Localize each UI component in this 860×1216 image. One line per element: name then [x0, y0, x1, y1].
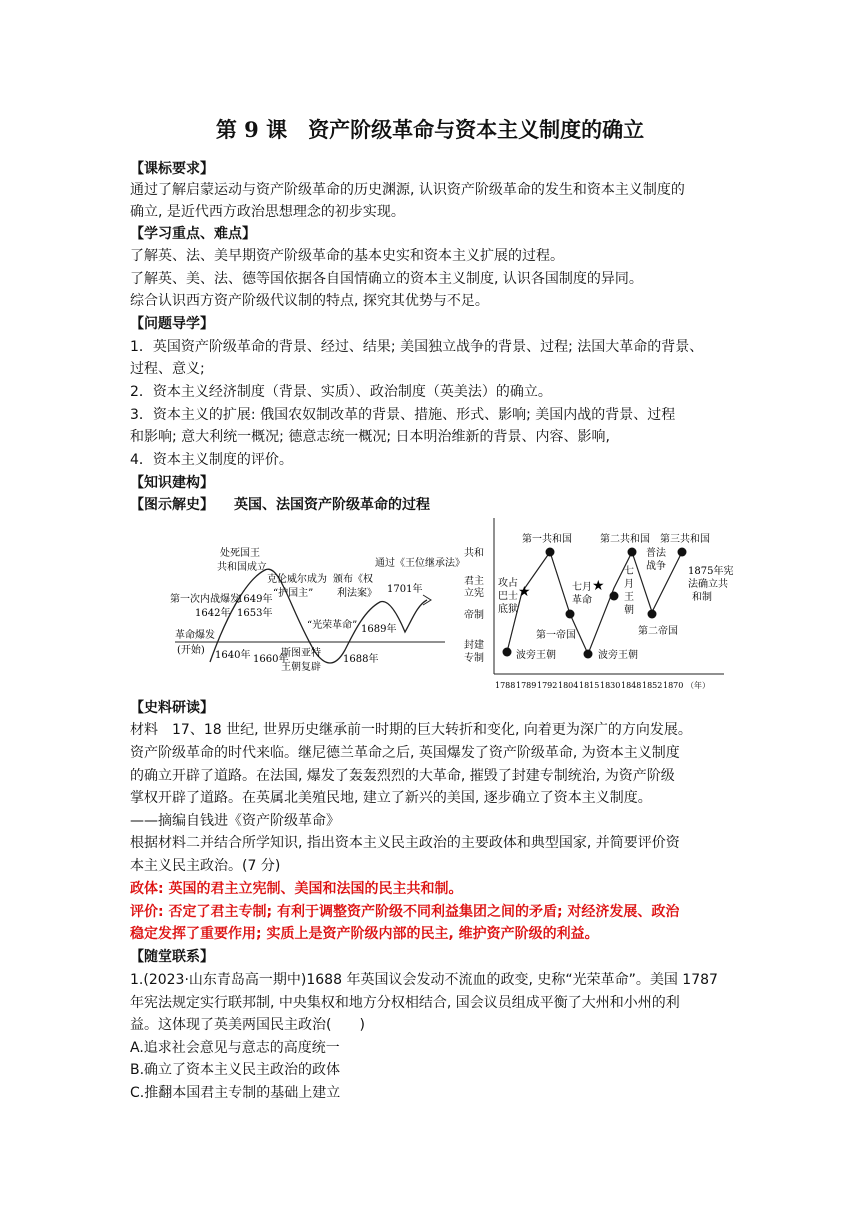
text-line: 1．英国资产阶级革命的背景、经过、结果; 美国独立战争的背景、过程; 法国大革命的背景、: [130, 339, 704, 355]
text-line: 过程、意义;: [130, 361, 205, 377]
section-heading: 【问题导学】: [130, 316, 214, 332]
section-heading: 【课标要求】: [130, 161, 214, 177]
label: “光荣革命”: [307, 620, 358, 631]
text-line: 的确立开辟了道路。在法国, 爆发了轰轰烈烈的大革命, 摧毁了封建专制统治, 为资产阶级: [130, 768, 675, 784]
text-line: 3．资本主义的扩展: 俄国农奴制改革的背景、措施、形式、影响; 美国内战的背景、过程: [130, 407, 676, 423]
x-tick: 1852: [642, 681, 663, 690]
section-heading: 【随堂联系】: [130, 949, 214, 965]
option-c: C.推翻本国君主专制的基础上建立: [130, 1085, 341, 1101]
y-label: 封建: [464, 640, 484, 651]
england-revolution-diagram: [165, 540, 465, 680]
option-a: A.追求社会意见与意志的高度统一: [130, 1040, 340, 1056]
label: 1875年宪: [688, 566, 734, 577]
x-tick: 1789: [516, 681, 537, 690]
answer-line: 稳定发挥了重要作用; 实质上是资产阶级内部的民主, 维护资产阶级的利益。: [130, 926, 599, 942]
label: 战争: [646, 561, 666, 572]
point-july-monarchy: [610, 592, 619, 601]
label: 七月: [572, 582, 592, 593]
y-label: 君主: [464, 576, 484, 587]
text-line: 根据材料二并结合所学知识, 指出资本主义民主政治的主要政体和典型国家, 并简要评价资: [130, 835, 680, 851]
label: 第一帝国: [536, 630, 576, 641]
label: 攻占: [498, 578, 518, 589]
label: 月: [624, 579, 634, 590]
question-line: 1.(2023·山东青岛高一期中)1688 年英国议会发动不流血的政变, 史称“光荣革命”。美国 1787: [130, 972, 718, 988]
label: 通过《王位继承法》: [375, 558, 465, 569]
section-heading: 【史料研读】: [130, 700, 214, 716]
text-line: 确立, 是近代西方政治思想理念的初步实现。: [130, 204, 405, 220]
text-line: 了解英、法、美早期资产阶级革命的基本史实和资本主义扩展的过程。: [130, 248, 564, 264]
point-first-empire: [566, 610, 575, 619]
section-heading: 【知识建构】: [130, 475, 214, 491]
label: 巴士: [498, 591, 518, 602]
x-tick: 1870: [663, 681, 684, 690]
text-line: 2．资本主义经济制度（背景、实质）、政治制度（英美法）的确立。: [130, 384, 552, 400]
text-line: 4．资本主义制度的评价。: [130, 452, 293, 468]
label: 克伦威尔成为: [267, 574, 327, 585]
x-tick: 1830: [600, 681, 621, 690]
label: 底狱: [498, 604, 518, 615]
x-tick: 1792: [537, 681, 558, 690]
label: 革命爆发: [175, 630, 215, 641]
star-july-revolution: ★: [592, 578, 605, 594]
label: 1701年: [387, 584, 423, 595]
tushi-heading: 【图示解史】: [130, 497, 214, 513]
point-first-republic: [546, 548, 555, 557]
label: 七: [624, 566, 634, 577]
label: 共和国成立: [217, 562, 267, 573]
answer-line: 政体: 英国的君主立宪制、美国和法国的民主共和制。: [130, 881, 463, 897]
label: 第一共和国: [522, 534, 572, 545]
text-line: 材料 17、18 世纪, 世界历史继承前一时期的巨大转折和变化, 向着更为深广的方向发展。: [130, 722, 692, 738]
question-line: 益。这体现了英美两国民主政治( ): [130, 1017, 365, 1033]
label: 法确立共: [688, 579, 728, 590]
y-label: 立宪: [464, 588, 484, 599]
label: 普法: [646, 548, 666, 559]
point-second-empire: [648, 610, 657, 619]
label: 和制: [692, 592, 712, 603]
label: 1660年: [253, 654, 289, 665]
question-line: 年宪法规定实行联邦制, 中央集权和地方分权相结合, 国会议员组成平衡了大州和小州的利: [130, 995, 680, 1011]
label: 朝: [624, 605, 634, 616]
section-heading: 【学习重点、难点】: [130, 226, 256, 242]
x-tick: 1804: [558, 681, 579, 690]
label: 波旁王朝: [598, 650, 638, 661]
text-line: 本主义民主政治。(7 分): [130, 858, 281, 874]
point-bourbon-restoration: [584, 650, 593, 659]
x-tick: 1815: [579, 681, 600, 690]
y-label: 帝制: [464, 610, 484, 621]
star-bastille: ★: [518, 584, 531, 600]
y-label: 专制: [464, 653, 484, 664]
text-line: 和影响; 意大利统一概况; 德意志统一概况; 日本明治维新的背景、内容、影响,: [130, 429, 610, 445]
label: 斯图亚特: [281, 648, 321, 659]
x-tick: （年）: [686, 681, 710, 690]
label: 波旁王朝: [516, 650, 556, 661]
label: 处死国王: [220, 548, 260, 559]
france-revolution-diagram: [462, 516, 732, 694]
label: 革命: [572, 595, 592, 606]
label: 1688年: [343, 654, 379, 665]
point-second-republic: [628, 548, 637, 557]
label: 1653年: [237, 608, 273, 619]
label: 1689年: [361, 624, 397, 635]
text-line: 通过了解启蒙运动与资产阶级革命的历史渊源, 认识资产阶级革命的发生和资本主义制度的: [130, 182, 685, 198]
text-line: 掌权开辟了道路。在英属北美殖民地, 建立了新兴的美国, 逐步确立了资本主义制度。: [130, 790, 652, 806]
y-label: 共和: [464, 548, 484, 559]
label: 第一次内战爆发: [170, 594, 240, 605]
point-third-republic: [678, 548, 687, 557]
label: “护国主”: [273, 588, 314, 599]
label: 第二帝国: [638, 626, 678, 637]
label: 1640年: [215, 650, 251, 661]
x-tick: 1788: [495, 681, 516, 690]
label: 利法案》: [337, 588, 377, 599]
tushi-title: 英国、法国资产阶级革命的过程: [234, 497, 430, 513]
label: (开始): [177, 645, 205, 656]
text-line: 资产阶级革命的时代来临。继尼德兰革命之后, 英国爆发了资产阶级革命, 为资本主义制度: [130, 745, 680, 761]
option-b: B.确立了资本主义民主政治的政体: [130, 1062, 341, 1078]
label: 颁布《权: [333, 574, 373, 585]
section-heading: [130, 493, 735, 517]
page-title: 第 9 课 资产阶级革命与资本主义制度的确立: [215, 117, 645, 142]
label: 1642年: [195, 608, 231, 619]
text-line: 了解英、美、法、德等国依据各自国情确立的资本主义制度, 认识各国制度的异同。: [130, 271, 643, 287]
label: 王: [624, 592, 634, 603]
label: 第二共和国: [600, 534, 650, 545]
answer-line: 评价: 否定了君主专制; 有利于调整资产阶级不同利益集团之间的矛盾; 对经济发展、政治: [130, 904, 680, 920]
label: 第三共和国: [660, 534, 710, 545]
label: 1649年: [237, 594, 273, 605]
source-line: ——摘编自钱进《资产阶级革命》: [130, 813, 340, 829]
point-bourbon: [503, 648, 512, 657]
x-tick: 1848: [621, 681, 642, 690]
text-line: 综合认识西方资产阶级代议制的特点, 探究其优势与不足。: [130, 293, 489, 309]
label: 王朝复辟: [281, 662, 321, 673]
